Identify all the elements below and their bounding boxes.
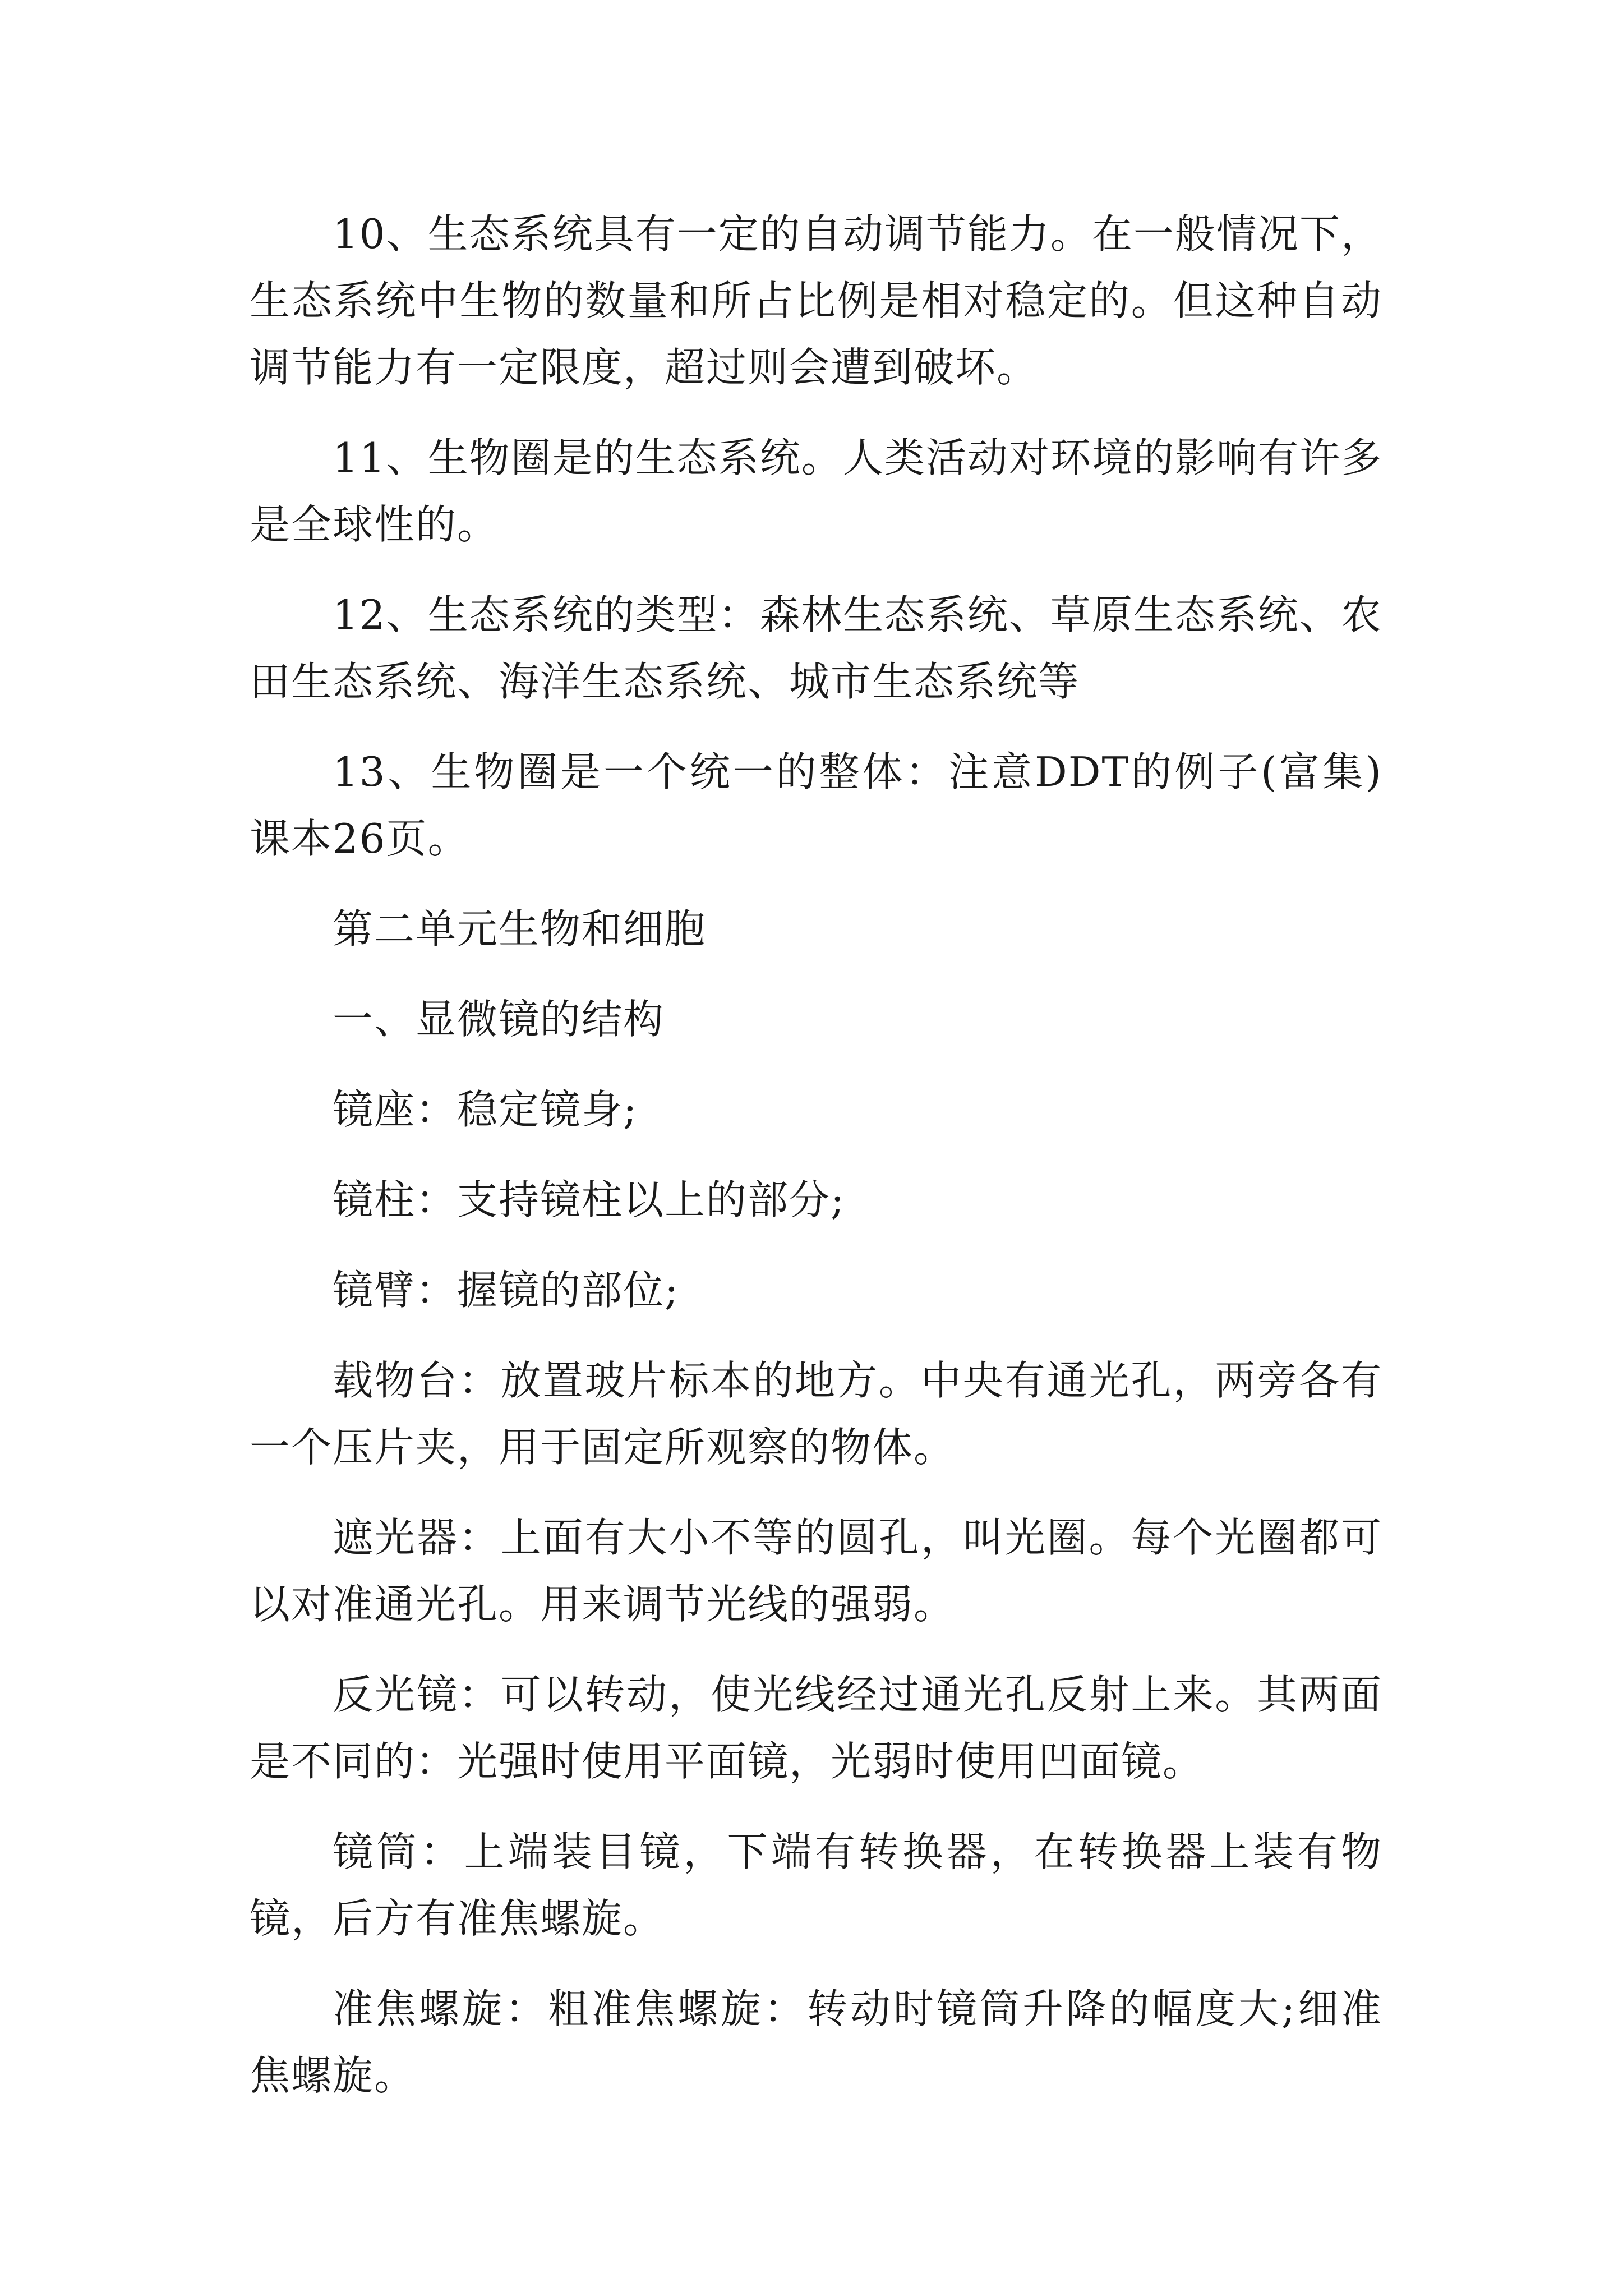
paragraph-ecosystem-types: 12、生态系统的类型：森林生态系统、草原生态系统、农田生态系统、海洋生态系统、城市生态系统等 bbox=[250, 591, 1382, 705]
paragraph-stage: 载物台：放置玻片标本的地方。中央有通光孔，两旁各有一个压片夹，用于固定所观察的物体。 bbox=[250, 1357, 1382, 1471]
paragraph-arm: 镜臂：握镜的部位; bbox=[333, 1267, 680, 1314]
section-heading-microscope: 一、显微镜的结构 bbox=[333, 996, 665, 1043]
paragraph-reflector: 反光镜：可以转动，使光线经过通光孔反射上来。其两面是不同的：光强时使用平面镜，光弱时使用凹面镜。 bbox=[250, 1671, 1382, 1785]
paragraph-biosphere-unity: 13、生物圈是一个统一的整体：注意DDT的例子(富集)课本26页。 bbox=[250, 748, 1382, 862]
document-body bbox=[250, 201, 1382, 2133]
paragraph-focus-knob: 准焦螺旋：粗准焦螺旋：转动时镜筒升降的幅度大;细准焦螺旋。 bbox=[250, 1985, 1382, 2099]
paragraph-mirror-base: 镜座：稳定镜身; bbox=[333, 1086, 638, 1133]
paragraph-pillar: 镜柱：支持镜柱以上的部分; bbox=[333, 1176, 846, 1223]
paragraph-ecosystem-self-regulation: 10、生态系统具有一定的自动调节能力。在一般情况下，生态系统中生物的数量和所占比例是相对稳定的。但这种自动调节能力有一定限度，超过则会遭到破坏。 bbox=[250, 210, 1382, 391]
paragraph-biosphere: 11、生物圈是的生态系统。人类活动对环境的影响有许多是全球性的。 bbox=[250, 434, 1382, 548]
paragraph-tube: 镜筒：上端装目镜，下端有转换器，在转换器上装有物镜，后方有准焦螺旋。 bbox=[250, 1828, 1382, 1942]
unit-heading: 第二单元生物和细胞 bbox=[333, 905, 707, 953]
paragraph-diaphragm: 遮光器：上面有大小不等的圆孔，叫光圈。每个光圈都可以对准通光孔。用来调节光线的强弱。 bbox=[250, 1514, 1382, 1628]
